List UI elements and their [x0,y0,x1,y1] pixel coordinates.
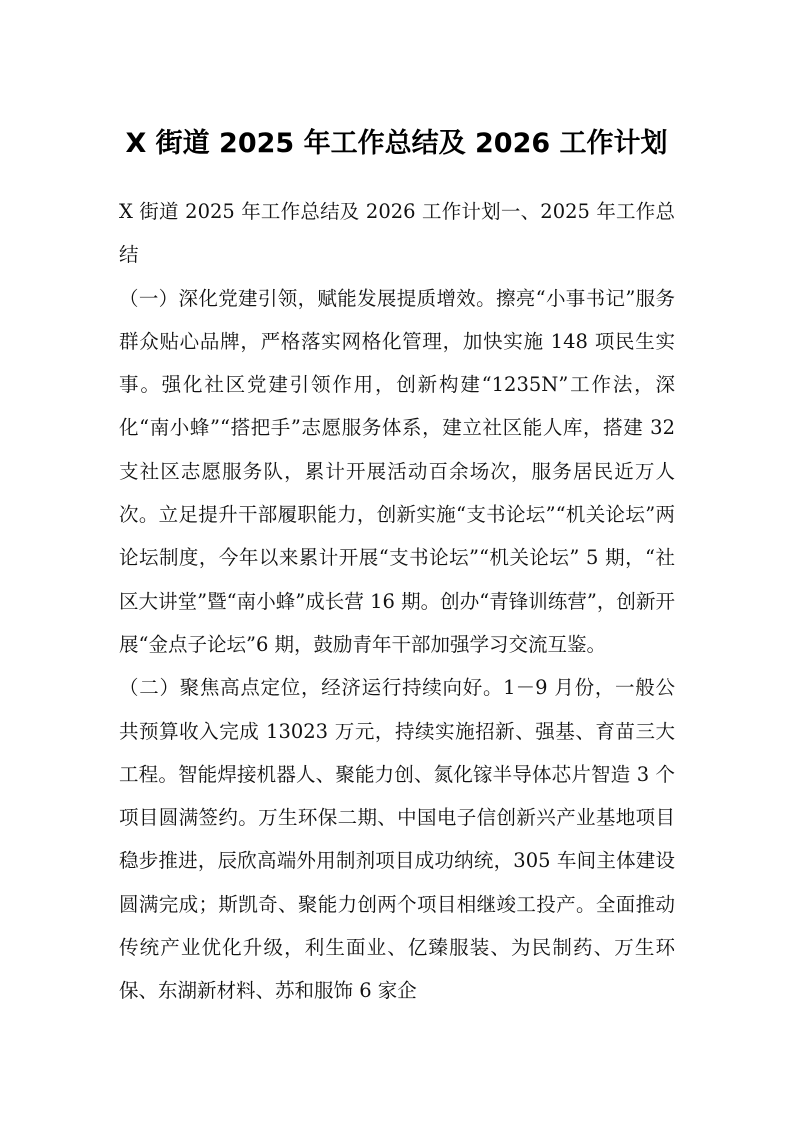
paragraph-economy: （二）聚焦高点定位，经济运行持续向好。1－9 月份，一般公共预算收入完成 13023 万元，持续实施招新、强基、育苗三大工程。智能焊接机器人、聚能力创、氮化镓半导体芯片智造 3 个项目圆满签约。万生环保二期、中国电子信创新兴产业基地项目稳步推进，辰欣高端外用制剂项目成功纳统，305 车间主体建设圆满完成；斯凯奇、聚能力创两个项目相继竣工投产。全面推动传统产业优化升级，利生面业、亿臻服装、为民制药、万生环保、东湖新材料、苏和服饰 6 家企 [119,676,675,1003]
paragraph-party-building: （一）深化党建引领，赋能发展提质增效。擦亮“小事书记”服务群众贴心品牌，严格落实网格化管理，加快实施 148 项民生实事。强化社区党建引领作用，创新构建“1235N”工作法，深化“南小蜂”“搭把手”志愿服务体系，建立社区能人库，搭建 32 支社区志愿服务队，累计开展活动百余场次，服务居民近万人次。立足提升干部履职能力，创新实施“支书论坛”“机关论坛”两论坛制度，今年以来累计开展“支书论坛”“机关论坛” 5 期，“社区大讲堂”暨“南小蜂”成长营 16 期。创办“青锋训练营”，创新开展“金点子论坛”6 期，鼓励青年干部加强学习交流互鉴。 [119,286,675,656]
document-title: X 街道 2025 年工作总结及 2026 工作计划 [125,128,668,159]
document-body [119,190,675,1013]
paragraph-heading-line: X 街道 2025 年工作总结及 2026 工作计划一、2025 年工作总结 [119,200,675,267]
